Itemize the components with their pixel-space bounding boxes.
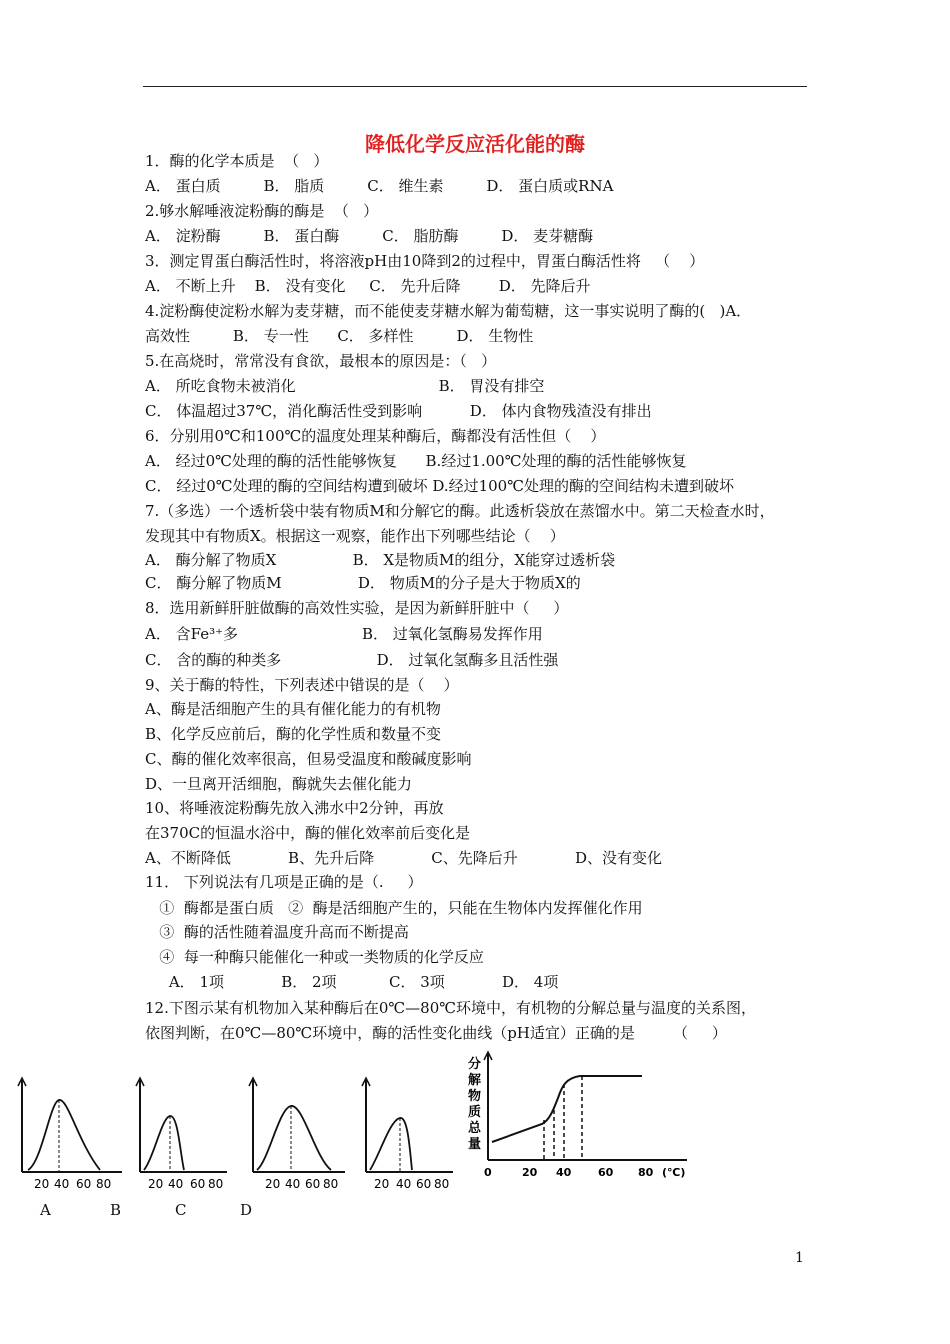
question-line: C． 体温超过37℃，消化酶活性受到影响 D． 体内食物残渣没有排出 xyxy=(145,402,652,420)
x-tick: 40 xyxy=(556,1166,572,1179)
question-line: A． 1项 B． 2项 C． 3项 D． 4项 xyxy=(145,973,559,991)
question-line: A． 含Fe³⁺多 B． 过氧化氢酶易发挥作用 xyxy=(145,625,543,643)
x-tick: 0 xyxy=(484,1166,492,1179)
question-line: 10、将唾液淀粉酶先放入沸水中2分钟，再放 xyxy=(145,799,444,817)
graph-b xyxy=(132,1072,232,1197)
decomposition-graph xyxy=(462,1050,702,1185)
graph-b-tick: 20 xyxy=(148,1177,164,1191)
question-line: A． 酶分解了物质X B． X是物质M的组分，X能穿过透析袋 xyxy=(145,551,616,569)
ylabel-char: 质 xyxy=(468,1105,482,1120)
question-line: 高效性 B． 专一性 C． 多样性 D． 生物性 xyxy=(145,327,534,345)
ylabel-char: 分 xyxy=(468,1057,482,1072)
ylabel-char: 解 xyxy=(468,1073,482,1088)
graph-b-label: B xyxy=(110,1201,122,1219)
graph-d-tick: 60 xyxy=(416,1177,432,1191)
graph-a-tick: 80 xyxy=(96,1177,112,1191)
graph-d-tick: 40 xyxy=(396,1177,412,1191)
graph-a-tick: 20 xyxy=(34,1177,50,1191)
x-tick: 20 xyxy=(522,1166,538,1179)
question-line: 发现其中有物质X。根据这一观察，能作出下列哪些结论（ ） xyxy=(145,527,565,545)
question-line: C． 酶分解了物质M D． 物质M的分子是大于物质X的 xyxy=(145,574,581,592)
graph-c-tick: 20 xyxy=(265,1177,281,1191)
question-line: A、不断降低 B、先升后降 C、先降后升 D、没有变化 xyxy=(145,849,663,867)
graph-d-tick: 20 xyxy=(374,1177,390,1191)
question-line: C． 含的酶的种类多 D． 过氧化氢酶多且活性强 xyxy=(145,651,559,669)
question-line: ③ 酶的活性随着温度升高而不断提高 xyxy=(145,923,409,941)
graph-a-label: A xyxy=(40,1201,51,1219)
graph-a-tick: 60 xyxy=(76,1177,92,1191)
question-line: ① 酶都是蛋白质 ② 酶是活细胞产生的，只能在生物体内发挥催化作用 xyxy=(145,899,643,917)
question-line: C． 经过0℃处理的酶的空间结构遭到破坏 D.经过100℃处理的酶的空间结构未遭到破坏 xyxy=(145,477,735,495)
question-line: A． 经过0℃处理的酶的活性能够恢复 B.经过1.00℃处理的酶的活性能够恢复 xyxy=(145,452,687,470)
graph-c-tick: 80 xyxy=(323,1177,339,1191)
graph-a-tick: 40 xyxy=(54,1177,70,1191)
question-line: A． 淀粉酶 B． 蛋白酶 C． 脂肪酶 D． 麦芽糖酶 xyxy=(145,227,594,245)
graph-c xyxy=(245,1072,350,1197)
question-line: A． 蛋白质 B． 脂质 C． 维生素 D． 蛋白质或RNA xyxy=(145,177,614,195)
question-line: 1．酶的化学本质是 （ ） xyxy=(145,152,329,170)
ylabel-char: 物 xyxy=(468,1089,482,1104)
question-line: 依图判断，在0℃—80℃环境中，酶的活性变化曲线（pH适宜）正确的是 （ ） xyxy=(145,1024,727,1042)
x-unit: (℃) xyxy=(662,1166,686,1179)
question-line: ④ 每一种酶只能催化一种或一类物质的化学反应 xyxy=(145,948,484,966)
question-line: 2.够水解唾液淀粉酶的酶是 （ ） xyxy=(145,202,379,220)
question-line: C、酶的催化效率很高，但易受温度和酸碱度影响 xyxy=(145,750,472,768)
graph-d xyxy=(358,1072,458,1197)
question-line: D、一旦离开活细胞，酶就失去催化能力 xyxy=(145,775,413,793)
graph-a xyxy=(14,1072,124,1197)
graph-b-tick: 40 xyxy=(168,1177,184,1191)
x-tick: 60 xyxy=(598,1166,614,1179)
graph-b-tick: 60 xyxy=(190,1177,206,1191)
question-line: 3．测定胃蛋白酶活性时，将溶液pH由10降到2的过程中，胃蛋白酶活性将 （ ） xyxy=(145,252,705,270)
header-rule xyxy=(143,86,807,87)
question-line: 9、关于酶的特性，下列表述中错误的是（ ） xyxy=(145,676,459,694)
page-title: 降低化学反应活化能的酶 xyxy=(365,132,585,156)
question-line: 4.淀粉酶使淀粉水解为麦芽糖，而不能使麦芽糖水解为葡萄糖，这一事实说明了酶的( )A． xyxy=(145,302,752,320)
ylabel-char: 量 xyxy=(468,1137,482,1152)
graph-c-tick: 60 xyxy=(305,1177,321,1191)
x-tick: 80 xyxy=(638,1166,654,1179)
graph-c-tick: 40 xyxy=(285,1177,301,1191)
graph-b-tick: 80 xyxy=(208,1177,224,1191)
graph-c-label: C xyxy=(175,1201,187,1219)
question-line: A． 不断上升 B． 没有变化 C． 先升后降 D． 先降后升 xyxy=(145,277,591,295)
question-line: 8．选用新鲜肝脏做酶的高效性实验，是因为新鲜肝脏中（ ） xyxy=(145,599,569,617)
graph-d-label: D xyxy=(240,1201,253,1219)
question-line: 7.（多选）一个透析袋中装有物质M和分解它的酶。此透析袋放在蒸馏水中。第二天检查水时， xyxy=(145,502,775,520)
question-line: 6．分别用0℃和100℃的温度处理某种酶后，酶都没有活性但（ ） xyxy=(145,427,606,445)
question-line: 5.在高烧时，常常没有食欲，最根本的原因是：（ ） xyxy=(145,352,497,370)
question-line: 在370C的恒温水浴中，酶的催化效率前后变化是 xyxy=(145,824,471,842)
graph-d-tick: 80 xyxy=(434,1177,450,1191)
question-line: A、酶是活细胞产生的具有催化能力的有机物 xyxy=(145,700,441,718)
ylabel-char: 总 xyxy=(468,1121,482,1136)
question-line: A． 所吃食物未被消化 B． 胃没有排空 xyxy=(145,377,545,395)
question-line: 11． 下列说法有几项是正确的是（. ） xyxy=(145,873,423,891)
question-line: B、化学反应前后，酶的化学性质和数量不变 xyxy=(145,725,442,743)
question-line: 12.下图示某有机物加入某种酶后在0℃—80℃环境中，有机物的分解总量与温度的关系图， xyxy=(145,999,757,1017)
page-number: 1 xyxy=(795,1250,804,1266)
